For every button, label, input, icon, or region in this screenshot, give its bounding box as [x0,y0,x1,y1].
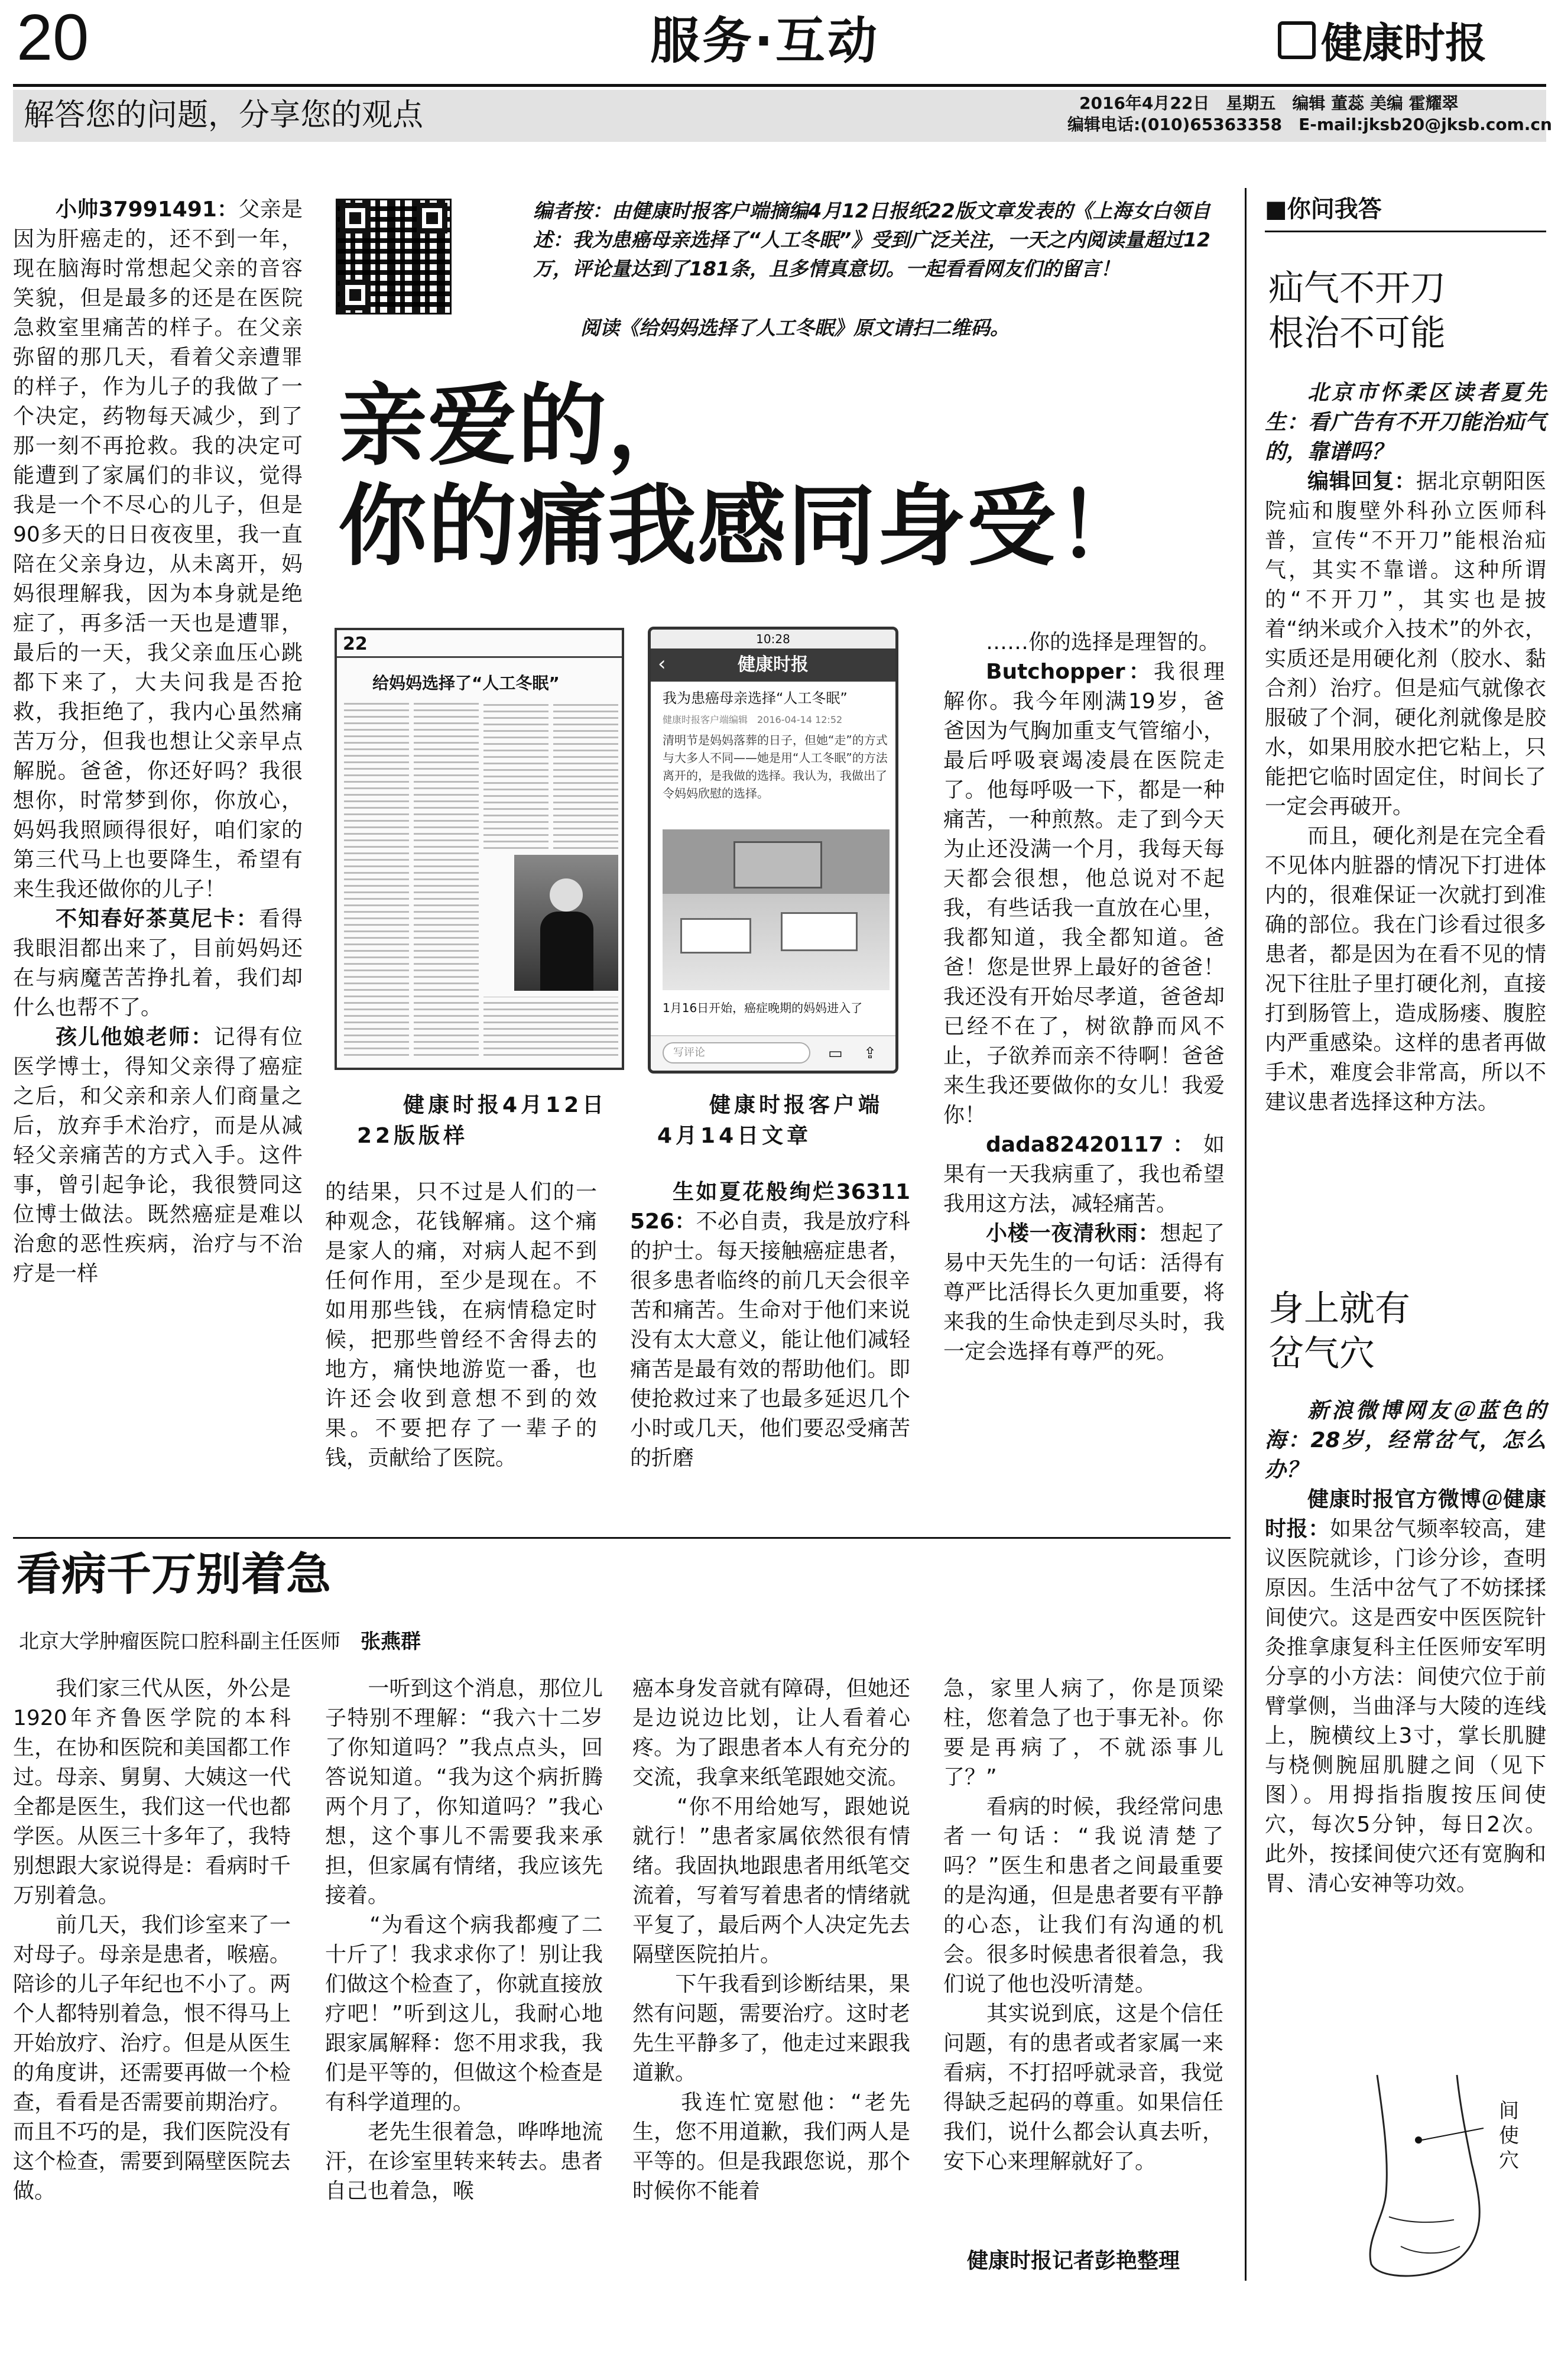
masthead-logo: 健康时报 [1321,19,1486,67]
comment-icon[interactable]: ▭ [828,1045,843,1062]
feature-headline-line1: 亲爱的， [338,374,698,478]
comment-text: 想起了易中天先生的一句话：活得有尊严比活得长久更加重要，将来我的生命快走到尽头时，我一定会选择有尊严的死。 [943,1221,1225,1364]
back-icon: ‹ [658,652,666,676]
header-slogan: 解答您的问题，分享您的观点 [24,98,424,133]
byline-name: 张燕群 [361,1630,421,1653]
phone-app-logo: 健康时报 [651,648,895,682]
byline-affiliation: 北京大学肿瘤医院口腔科副主任医师 [19,1630,340,1653]
comment-text: 我很理解你。我今年刚满19岁，爸爸因为气胸加重支气管缩小，最后呼吸衰竭凌晨在医院走了。他每呼吸一下，都是一种痛苦，一种煎熬。走了到今天为止还没满一个月，我每天每天都会很想，他总说对不起我，有些话我一直放在心里，我都知道，我全都知道。爸爸！您是世界上最好的爸爸！我还没有开始尽孝道，爸爸却已经不在了，树欲静而风不止，子欲养而亲不待啊！爸爸来生我还要做你的女儿！我爱你！ [943,660,1225,1127]
comments-column-2: 的结果，只不过是人们的一种观念，花钱解痛。这个痛是家人的痛，对病人起不到任何作用，至少是现在。不如用那些钱，在病情稳定时候，把那些曾经不舍得去的地方，痛快地游览一番，也许还会收到意想不到的效果。不要把存了一辈子的钱，贡献给了医院。 [325,1180,597,1470]
comment-user: 小楼一夜清秋雨： [986,1221,1160,1246]
caption-left-line2: 22版版样 [357,1124,469,1148]
sidebar-divider [1245,188,1247,2281]
caption-right-line2: 4月14日文章 [657,1124,812,1148]
article-column-3: 癌本身发音就有障碍，但她还是边说边比划，让人看着心疼。为了跟患者本人有充分的交流，我拿来纸笔跟她交流。 “你不用给她写，跟她说就行！”患者家属依然很有情绪。我固执地跟患者用纸笔交流着，写着写着患者的情绪就平复了，最后两个人决定先去隔壁医院拍片。 下午我看到诊断结果，果然有问题，需要治疗。这时老先生平静多了，他走过来跟我道歉。 我连忙宽慰他：“老先生，您不用道歉，我们两人是平等的。但是我跟您说，那个时候你不能着 [632,1677,910,2203]
hospital-room-photo [663,829,890,990]
thumb-article-title: 给妈妈选择了“人工冬眠” [372,673,560,693]
logo-icon [1278,21,1316,59]
section-title: 服务·互动 [650,12,879,70]
qr-code[interactable] [336,199,452,314]
comment-text: 记得有位医学博士，得知父亲得了癌症之后，和父亲和亲人们商量之后，放弃手术治疗，而是从减轻父亲痛苦的方式入手。这件事，曾引起争论，我很赞同这位博士做法。既然癌症是难以治愈的恶性疾病，治疗与不治疗是一样 [13,1025,303,1286]
dateline: 2016年4月22日 星期五 编辑 董蕊 美编 霍耀翠 [1079,93,1459,113]
comments-column-3 [630,1178,910,1473]
comment-user: 生如夏花般绚烂36311526： [630,1180,910,1234]
comment-user: Butchopper： [986,660,1154,684]
header-rule [13,84,1546,87]
caption-right-line1: 健康时报客户端 [709,1093,884,1117]
comment-user: 小帅37991491： [56,197,239,222]
comment-user: dada82420117： [986,1133,1203,1157]
share-icon[interactable]: ⇪ [864,1045,877,1062]
sidebar-question: 北京市怀柔区读者夏先生：看广告有不开刀能治疝气的，靠谱吗？ [1265,381,1546,464]
sidebar-headline-2b: 岔气穴 [1268,1333,1375,1374]
sidebar-headline-1a: 疝气不开刀 [1268,268,1446,309]
answer-text: 如果岔气频率较高，建议医院就诊，门诊分诊，查明原因。生活中岔气了不妨揉揉间使穴。这是西安中医医院针灸推拿康复科主任医师安军明分享的小方法：间使穴位于前臂掌侧，当曲泽与大陵的连线上，腕横纹上3寸，掌长肌腱与桡侧腕屈肌腱之间（见下图）。用拇指指腹按压间使穴，每次5分钟，每日2次。此外，按揉间使穴还有宽胸和胃、清心安神等功效。 [1265,1517,1546,1896]
article-credit: 健康时报记者彭艳整理 [967,2249,1180,2273]
sidebar-question: 新浪微博网友＠蓝色的海：28岁，经常岔气，怎么办？ [1265,1399,1546,1482]
sidebar-qa-2 [1265,1396,1546,1899]
feature-headline-line2: 你的痛我感同身受！ [338,474,1147,578]
page-number: 20 [17,1,89,74]
comment-text: 如果有一天我病重了，我也希望我用这方法，减轻痛苦。 [943,1133,1225,1216]
answer-label: 编辑回复： [1307,469,1416,494]
editor-contact: 编辑电话:(010)65363358 E-mail:jksb20@jksb.com.cn [1067,115,1552,134]
newspaper-page-thumbnail [335,628,624,1070]
comment-text: 看得我眼泪都出来了，目前妈妈还在与病魔苦苦挣扎着，我们却什么也帮不了。 [13,907,303,1020]
answer-label: 健康时报官方微博＠健康时报： [1265,1487,1546,1541]
article-column-1: 我们家三代从医，外公是1920年齐鲁医学院的本科生，在协和医院和美国都工作过。母亲、舅舅、大姨这一代全都是医生，我们这一代也都学医。从医三十多年了，我特别想跟大家说得是：看病时千万别着急。 前几天，我们诊室来了一对母子。母亲是患者，喉癌。陪诊的儿子年纪也不小了。两个人都特别着急，恨不得马上开始放疗、治疗。但是从医生的角度讲，还需要再做一个检查，看看是否需要前期治疗。而且不巧的是，我们医院没有这个检查，需要到隔壁医院去做。 [13,1677,291,2203]
comment-text: ……你的选择是理智的。 [986,630,1221,654]
comments-column-1 [13,195,303,1289]
thumb-page-number: 22 [343,634,368,654]
phone-app-thumbnail [648,627,898,1074]
sidebar-headline-2a: 身上就有 [1268,1288,1410,1330]
article-byline [19,1628,421,1655]
comment-text: 不必自责，我是放疗科的护士。每天接触癌症患者，很多患者临终的前几天会很辛苦和痛苦。生命对于他们来说没有太大意义，能让他们减轻痛苦是最有效的帮助他们。即使抢救过来了也最多延迟几个小时或几天，他们要忍受痛苦的折磨 [630,1210,910,1470]
editor-note-label: 编者按： [533,199,612,222]
caption-left-line1: 健康时报4月12日 [403,1093,608,1117]
acupoint-marker [1415,2136,1422,2144]
answer-text: 据北京朝阳医院疝和腹壁外科孙立医师科普，宣传“不开刀”能根治疝气，其实不靠谱。这种所谓的“不开刀”，其实也是披着“纳米或介入技术”的外衣，实质还是用硬化剂（胶水、黏合剂）治疗。但是疝气就像衣服破了个洞，硬化剂就像是胶水，如果用胶水把它粘上，只能把它临时固定住，时间长了一定会再破开。 [1265,469,1546,819]
article-title: 看病千万别着急 [17,1548,331,1600]
phone-article-excerpt: 清明节是妈妈落葬的日子，但她“走”的方式与大多人不同——她是用“人工冬眠”的方法离开的，是我做的选择。我认为，我做出了令妈妈欣慰的选择。 [663,733,888,800]
comment-user: 孩儿他娘老师： [56,1025,214,1049]
sidebar-qa-1 [1265,378,1546,1117]
answer-text: 而且，硬化剂是在完全看不见体内脏器的情况下打进体内的，很难保证一次就打到准确的部位。我在门诊看过很多患者，都是因为在看不见的情况下往肚子里打硬化剂，直接打到肠管上，造成肠瘘、腹腔内严重感染。这样的患者再做手术，难度会非常高，所以不建议患者选择这种方法。 [1265,824,1546,1114]
thumb-photo [514,855,618,991]
editor-note-qr-hint: 阅读《给妈妈选择了人工冬眠》原文请扫二维码。 [580,316,1010,339]
sidebar-rule [1265,231,1546,232]
sidebar-headline-1b: 根治不可能 [1268,313,1446,354]
comment-text: 父亲是因为肝癌走的，还不到一年，现在脑海时常想起父亲的音容笑貌，但是最多的还是在医院急救室里痛苦的样子。在父亲弥留的那几天，看着父亲遭罪的样子，作为儿子的我做了一个决定，药物每天减少，到了那一刻不再抢救。我的决定可能遭到了家属们的非议，觉得我是一个不尽心的儿子，但是90多天的日日夜夜里，我一直陪在父亲身边，从未离开，妈妈很理解我，因为本身就是绝症了，再多活一天也是遭罪，最后的一天，我父亲血压心跳都下来了，大夫问我是否抢救，我拒绝了，我内心虽然痛苦万分，但我也想让父亲早点解脱。爸爸，你还好吗？我很想你，时常梦到你，你放心，妈妈我照顾得很好，咱们家的第三代马上也要降生，希望有来生我还做你的儿子！ [13,197,303,902]
comment-user: 不知春好茶莫尼卡： [56,907,259,931]
phone-article-title: 我为患癌母亲选择“人工冬眠” [663,690,848,706]
editor-note-text: 由健康时报客户端摘编4月12日报纸22版文章发表的《上海女白领自述：我为患癌母亲选择了“人工冬眠”》受到广泛关注，一天之内阅读量超过12万，评论量达到了181条，且多情真意切。一起看看网友们的留言！ [533,199,1211,280]
article-top-rule [13,1537,1231,1539]
article-column-4: 急，家里人病了，你是顶梁柱，您着急了也于事无补。你要是再病了，不就添事儿了？” 看病的时候，我经常问患者一句话：“我说清楚了吗？”医生和患者之间最重要的是沟通，但是患者要有平静的心态，让我们有沟通的机会。很多时候患者很着急，我们说了他也没听清楚。 其实说到底，这是个信任问题，有的患者或者家属一来看病，不打招呼就录音，我觉得缺乏起码的尊重。如果信任我们，说什么都会认真去听，安下心来理解就好了。 [943,1677,1223,2174]
sidebar-label: ■你问我答 [1265,196,1382,223]
comment-input[interactable]: 写评论 [663,1042,810,1063]
editor-note [533,196,1210,283]
acupoint-label: 间使穴 [1499,2099,1519,2173]
phone-status-time: 10:28 [651,630,895,648]
comments-column-4 [943,628,1225,1367]
phone-article-source: 健康时报客户端编辑 2016-04-14 12:52 [663,714,843,725]
phone-article-footer: 1月16日开始，癌症晚期的妈妈进入了 [663,1001,863,1015]
article-column-2: 一听到这个消息，那位儿子特别不理解：“我六十二岁了你知道吗？”我点点头，回答说知道。“我为这个病折腾两个月了，你知道吗？”我心想，这个事儿不需要我来承担，但家属有情绪，我应该先接着。 “为看这个病我都瘦了二十斤了！我求求你了！别让我们做这个检查了，你就直接放疗吧！”听到这儿，我耐心地跟家属解释：您不用求我，我们是平等的，但做这个检查是有科学道理的。 老先生很着急，哗哗地流汗，在诊室里转来转去。患者自己也着急，喉 [325,1677,603,2203]
